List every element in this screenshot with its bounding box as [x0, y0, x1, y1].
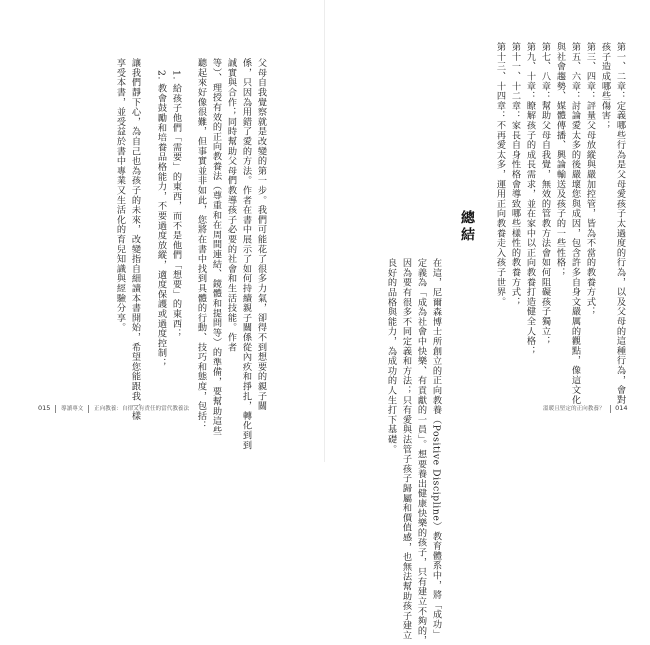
left-paragraph-line: 係，只因為用錯了愛的方法。作者在書中展示了如何持續親子關係從內疚和掙扎，轉化到到: [240, 58, 252, 450]
page-number: 015: [38, 404, 51, 412]
footer-divider: [55, 405, 56, 413]
list-item: 2. 教會鼓勵和培養品格能力，不要過度放縱，適度保護或過度控制；: [155, 70, 167, 368]
right-page: [325, 0, 650, 645]
page-number: 014: [615, 404, 628, 412]
chapter-line: 第十三、十四章：不再愛太多，運用正向教養走入孩子世界。: [494, 42, 506, 307]
closing-line: 享受本書，並受益於書中專業又生活化的育兒知識與經驗分享。: [114, 58, 126, 333]
chapter-line: 第一、二章：定義哪些行為是父母愛孩子太過度的行為，以及父母的這種行為，會對: [614, 42, 626, 405]
summary-line: 在這，尼爾森博士所創立的正向教養（Positive Discipline）教育體系中，將「成功」: [430, 258, 442, 639]
summary-line: 因為要有很多不同定義和方法；只有愛與法管子孩子歸屬和價值感，也無法幫助孩子建立: [400, 258, 412, 641]
chapter-line: 與社會趨勢、媒體傳播、興論輸送及孩子的一些性格；: [554, 42, 566, 278]
footer-divider: [88, 405, 89, 413]
left-paragraph-line: 誠實與合作；同時幫助父母們教導孩子必要的社會和生活技能。作者: [225, 58, 237, 352]
summary-line: 良好的品格與能力，為成功的人生打下基礎。: [385, 258, 397, 454]
chapter-line: 孩子造成哪些傷害；: [599, 42, 611, 131]
right-footer: [543, 404, 628, 413]
left-page: [0, 0, 325, 462]
summary-line: 定義為「成為社會中快樂、有貢獻的一員」。想要養出健康快樂的孩子，只有建立不夠的，: [415, 258, 427, 645]
chapter-line: 第九、十章：瞭解孩子的成長需求，並在家中以正向教養打造健全人格；: [524, 42, 536, 356]
left-paragraph-line: 聽起來好像很難，但事實並非如此，您將在書中找到具體的行動、技巧和態度，包括：: [195, 58, 207, 431]
footer-divider: [610, 405, 611, 413]
chapter-line: 第五、六章：討論愛太多的後嚴壞您與成因，包含許多自身文嚴厲的觀點，像這文化: [569, 42, 581, 405]
left-paragraph-line: 父母自我覺察就是改變的第一步。我們可能花了很多力氣，卻得不到想要的親子關: [255, 58, 267, 411]
list-item: 1. 給孩子他們「需要」的東西，而不是他們「想要」的東西；: [170, 70, 182, 339]
chapter-line: 第十一、十二章：家長自身性格會導致哪些樣性的教養方式；: [509, 42, 521, 307]
running-title: 溫暖且堅定的正向教養？: [543, 406, 605, 412]
chapter-line: 第七、八章：幫助父母自我覺，無效的管教方法會如何阻礙孩子獨立；: [539, 42, 551, 346]
running-title: 正向教養：自律又有責任的當代教養法: [94, 406, 190, 412]
left-paragraph-line: 等）、理授有效的正向教養法（尊重和在周間連結、鏡體和提問等）的準備，要幫助這些: [210, 58, 222, 436]
section-heading: 總結: [459, 210, 475, 244]
closing-line: 讓我們靜下心，為自己也為孩子的未來，改變指自細讀本書開始，希望您能跟我一樣: [129, 58, 141, 421]
left-footer: [38, 404, 189, 413]
chapter-line: 第三、四章：評量父母放縱與嚴加控管，皆為不當的教養方式；: [584, 42, 596, 317]
series-label: 導讀專文: [61, 406, 84, 412]
